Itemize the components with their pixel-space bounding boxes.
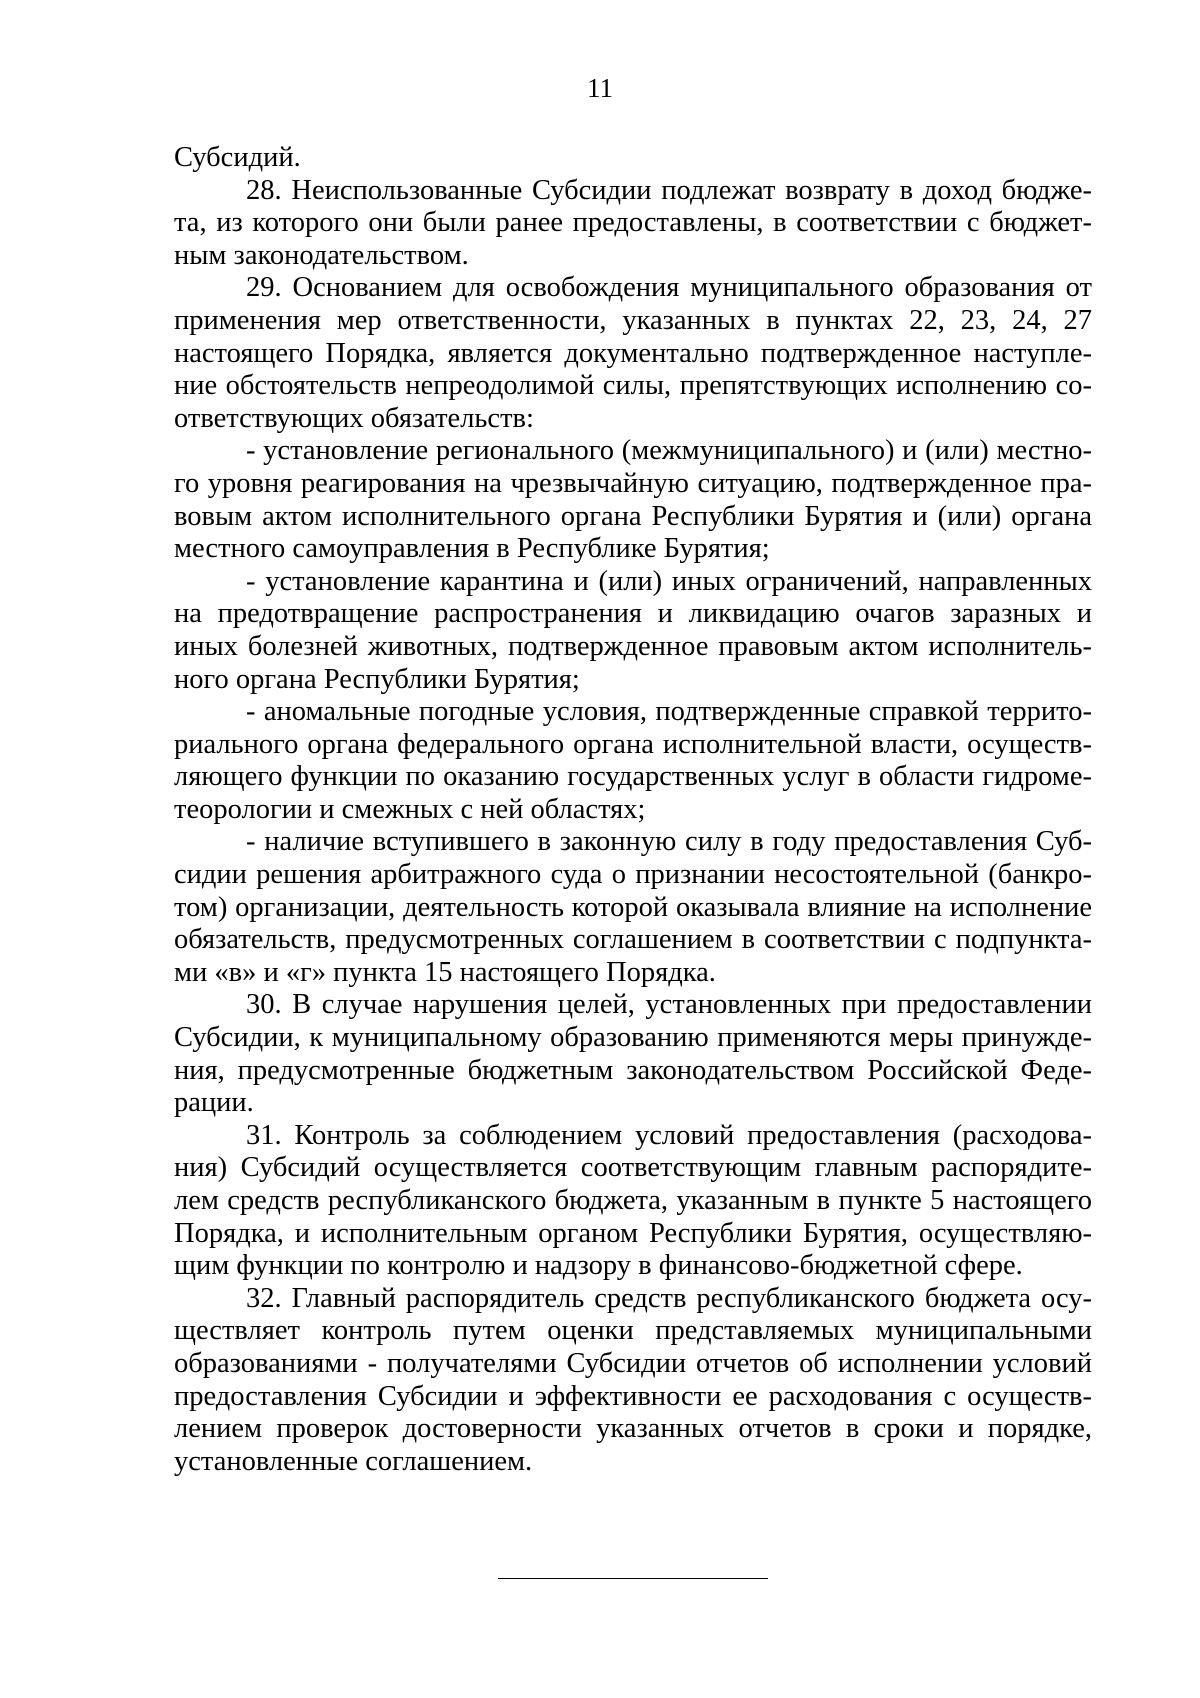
end-of-document-rule [498, 1578, 768, 1579]
list-item-quarantine: - установление карантина и (или) иных ограничений, направленных на предотвращение распространения и ликвидацию очагов заразных и иных болезней животных, подтвержденное правовым актом исполнительного органа Республики Бурятия; [174, 565, 1092, 695]
page-number: 11 [587, 73, 613, 103]
paragraph-item-30: 30. В случае нарушения целей, установленных при предоставлении Субсидии, к муниципальному образованию применяются меры принуждения, предусмотренные бюджетным законодательством Российской Федерации. [174, 989, 1092, 1119]
paragraph-item-28: 28. Неиспользованные Субсидии подлежат возврату в доход бюджета, из которого они были ранее предоставлены, в соответствии с бюджетным законодательством. [174, 174, 1092, 271]
document-body [174, 142, 1092, 1478]
paragraph-item-31: 31. Контроль за соблюдением условий предоставления (расходования) Субсидий осуществляется соответствующим главным распорядителем средств республиканского бюджета, указанным в пункте 5 настоящего Порядка, и исполнительным органом Республики Бурятия, осуществляющим функции по контролю и надзору в финансово-бюджетной сфере. [174, 1119, 1092, 1282]
paragraph-item-29: 29. Основанием для освобождения муниципального образования от применения мер ответственности, указанных в пунктах 22, 23, 24, 27 настоящего Порядка, является документально подтвержденное наступление обстоятельств непреодолимой силы, препятствующих исполнению соответствующих обязательств: [174, 272, 1092, 434]
paragraph-continuation: Субсидий. [174, 142, 301, 173]
list-item-regional-emergency: - установление регионального (межмуниципального) и (или) местного уровня реагирования на чрезвычайную ситуацию, подтвержденное правовым актом исполнительного органа Республики Бурятия и (или) органа местного самоуправления в Республике Бурятия; [174, 435, 1092, 565]
paragraph-item-32: 32. Главный распорядитель средств республиканского бюджета осуществляет контроль путем оценки представляемых муниципальными образованиями - получателями Субсидии отчетов об исполнении условий предоставления Субсидии и эффективности ее расходования с осуществлением проверок достоверности указанных отчетов в сроки и порядке, установленные соглашением. [174, 1282, 1092, 1477]
list-item-weather: - аномальные погодные условия, подтвержденные справкой территориального органа федерального органа исполнительной власти, осуществляющего функции по оказанию государственных услуг в области гидрометеорологии и смежных с ней областях; [174, 696, 1092, 825]
list-item-bankruptcy: - наличие вступившего в законную силу в году предоставления Субсидии решения арбитражного суда о признании несостоятельной (банкротом) организации, деятельность которой оказывала влияние на исполнение обязательств, предусмотренных соглашением в соответствии с подпунктами «в» и «г» пункта 15 настоящего Порядка. [174, 826, 1092, 988]
